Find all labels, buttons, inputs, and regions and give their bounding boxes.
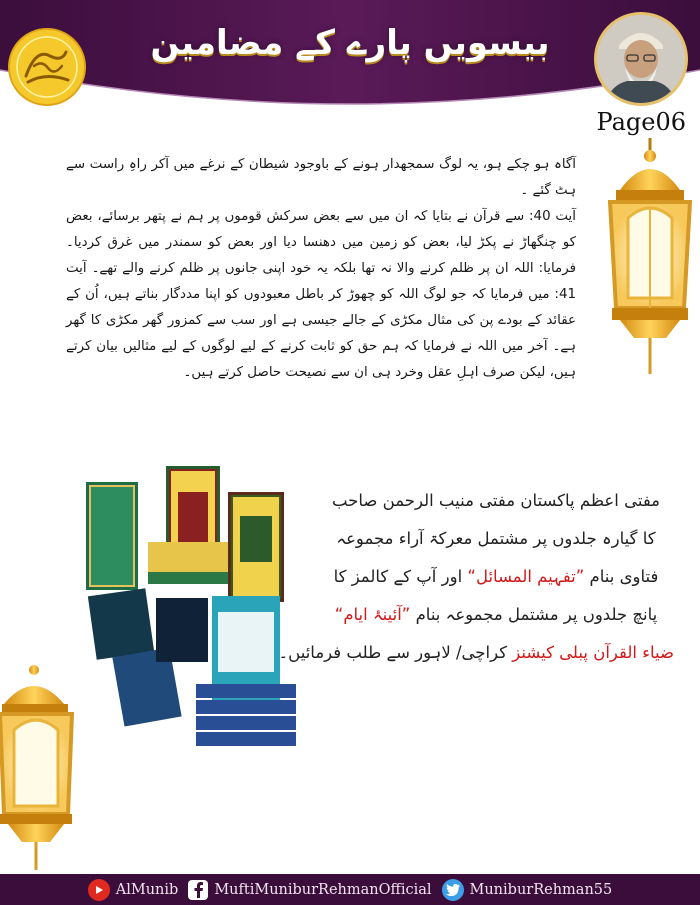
quran-logo-icon xyxy=(6,26,88,108)
book-set-top xyxy=(86,466,284,602)
youtube-handle: AlMunib xyxy=(115,881,179,898)
book-set-bottom xyxy=(88,588,296,746)
promo-line: فتاوی بنام ”تفہیم المسائل“ اور آپ کے کالمز کا xyxy=(333,567,659,586)
paragraph: آگاہ ہو چکے ہو، یہ لوگ سمجھدار ہونے کے باوجود شیطان کے نرغے میں آکر راہِ راست سے ہٹ گئے ۔ xyxy=(66,157,576,198)
promo-line: ضیاء القرآن پبلی کیشنز کراچی/ لاہور سے طلب فرمائیں۔ xyxy=(278,643,674,662)
facebook-icon xyxy=(188,880,208,900)
author-portrait xyxy=(594,12,688,106)
twitter-icon xyxy=(442,879,464,901)
paragraph: آیت 40: سے قرآن نے بتایا کہ ان میں سے بعض سرکش قوموں پر ہم نے پتھر برسائے، بعض کو چنگھاڑ نے پکڑ لیا، بعض کو زمین میں دھنسا دیا اور بعض کو سمندر میں غرق کردیا۔ فرمایا: اللہ ان پر ظلم کرنے والا نہ تھا بلکہ یہ خود اپنی جانوں پر ظلم کرنے والے تھے۔ آیت 41: میں فرمایا کہ جو لوگ اللہ کو چھوڑ کر باطل معبودوں کو اپنا مددگار بناتے ہیں، اُن کے عقائد کے بودے پن کی مثال مکڑی کے جالے جیسی ہے اور سب سے کمزور گھر مکڑی کا گھر ہے۔ آخر میں اللہ نے فرمایا کہ ہم حق کو ثابت کرنے کے لیے لوگوں کے لیے مثالیں بیان کرتے ہیں، لیکن صرف اہلِ عقل وخرد ہی ان سے نصیحت حاصل کرتے ہیں۔ xyxy=(66,209,576,380)
twitter-handle: MuniburRehman55 xyxy=(469,881,613,898)
youtube-link[interactable] xyxy=(88,879,179,901)
books-image xyxy=(78,462,296,752)
facebook-handle: MuftiMuniburRehmanOfficial xyxy=(214,881,432,898)
promo-line: پانچ جلدوں پر مشتمل مجموعہ بنام ”آئینۂ ایام“ xyxy=(334,605,658,624)
publisher-name: ضیاء القرآن پبلی کیشنز xyxy=(512,643,674,662)
promo-line: مفتی اعظم پاکستان مفتی منیب الرحمن صاحب xyxy=(331,491,661,510)
social-footer xyxy=(0,874,700,905)
page-number: Page06 xyxy=(596,108,686,136)
page-title: بیسویں پارے کے مضامین xyxy=(150,23,550,63)
twitter-link[interactable] xyxy=(442,879,613,901)
article-body xyxy=(66,152,576,386)
lantern-icon xyxy=(580,138,698,378)
promo-line: کا گیارہ جلدوں پر مشتمل معرکۃ آراء مجموعہ xyxy=(336,529,656,548)
promo-text xyxy=(278,482,674,672)
page-header xyxy=(0,0,700,112)
youtube-icon xyxy=(88,879,110,901)
avatar xyxy=(597,15,685,103)
facebook-link[interactable] xyxy=(188,880,431,900)
book-title-aina-e-ayyam: ”آئینۂ ایام“ xyxy=(334,605,411,624)
book-title-tafheem: ”تفہیم المسائل“ xyxy=(467,567,585,586)
lantern-icon xyxy=(0,664,92,874)
